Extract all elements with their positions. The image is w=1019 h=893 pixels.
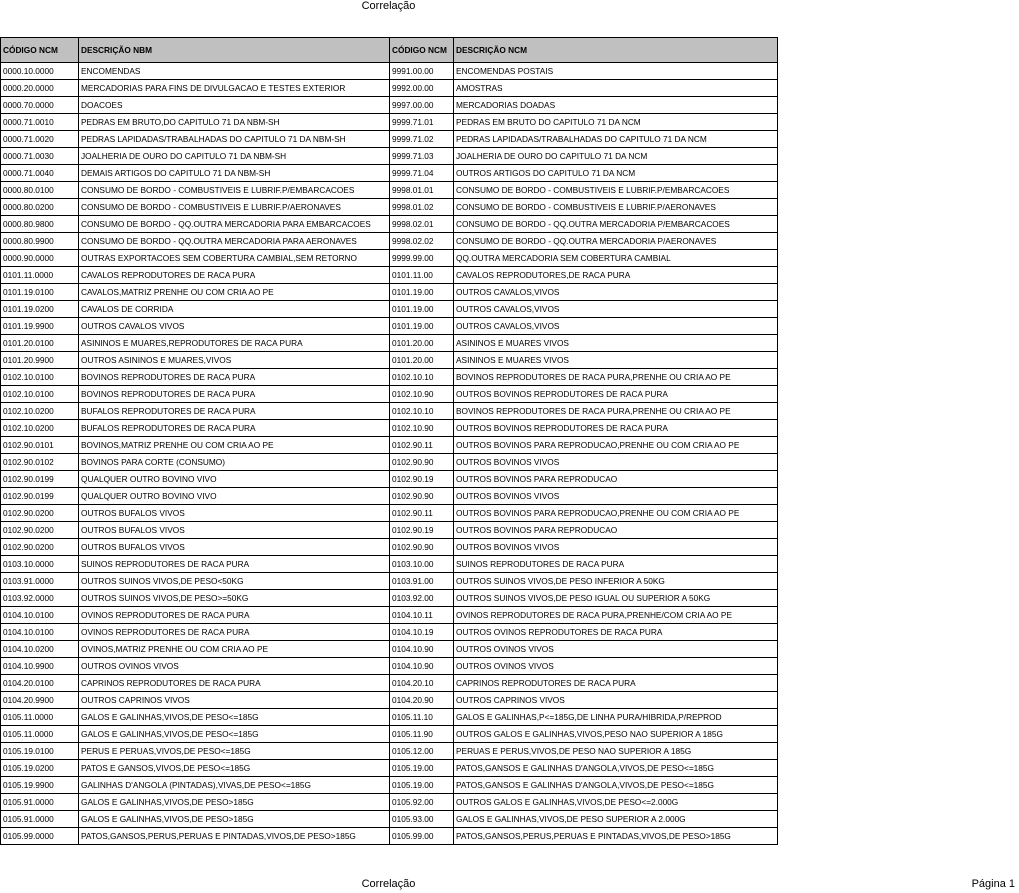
nbm-description-cell: CONSUMO DE BORDO - QQ.OUTRA MERCADORIA PARA AERONAVES [79, 233, 390, 250]
ncm-code-cell: 0102.10.10 [390, 403, 454, 420]
ncm-code-cell: 0104.20.90 [390, 692, 454, 709]
ncm-description-cell: GALOS E GALINHAS,VIVOS,DE PESO SUPERIOR A 2.000G [454, 811, 778, 828]
nbm-description-cell: OVINOS REPRODUTORES DE RACA PURA [79, 607, 390, 624]
ncm-description-cell: AMOSTRAS [454, 80, 778, 97]
ncm-description-cell: BOVINOS REPRODUTORES DE RACA PURA,PRENHE OU CRIA AO PE [454, 403, 778, 420]
nbm-description-cell: ASININOS E MUARES,REPRODUTORES DE RACA PURA [79, 335, 390, 352]
nbm-description-cell: GALOS E GALINHAS,VIVOS,DE PESO<=185G [79, 726, 390, 743]
column-header: DESCRIÇÃO NCM [454, 38, 778, 63]
ncm-code-cell: 0102.90.90 [390, 488, 454, 505]
ncm-code-cell: 0102.90.0199 [1, 488, 79, 505]
table-row [1, 318, 778, 335]
ncm-description-cell: OUTROS BOVINOS PARA REPRODUCAO,PRENHE OU COM CRIA AO PE [454, 505, 778, 522]
ncm-code-cell: 0105.11.90 [390, 726, 454, 743]
table-row [1, 539, 778, 556]
nbm-description-cell: SUINOS REPRODUTORES DE RACA PURA [79, 556, 390, 573]
ncm-description-cell: OUTROS CAVALOS,VIVOS [454, 301, 778, 318]
ncm-code-cell: 0104.10.0200 [1, 641, 79, 658]
nbm-description-cell: ENCOMENDAS [79, 63, 390, 80]
ncm-description-cell: OUTROS CAVALOS,VIVOS [454, 284, 778, 301]
ncm-code-cell: 9999.71.02 [390, 131, 454, 148]
nbm-description-cell: BOVINOS PARA CORTE (CONSUMO) [79, 454, 390, 471]
nbm-description-cell: OUTROS BUFALOS VIVOS [79, 522, 390, 539]
ncm-code-cell: 0104.10.19 [390, 624, 454, 641]
ncm-code-cell: 0104.20.9900 [1, 692, 79, 709]
ncm-code-cell: 0000.80.9800 [1, 216, 79, 233]
ncm-code-cell: 0102.90.0199 [1, 471, 79, 488]
column-header: CÓDIGO NCM [390, 38, 454, 63]
ncm-code-cell: 0101.11.0000 [1, 267, 79, 284]
ncm-code-cell: 0104.10.0100 [1, 624, 79, 641]
ncm-description-cell: OUTROS BOVINOS REPRODUTORES DE RACA PURA [454, 420, 778, 437]
ncm-code-cell: 0103.91.00 [390, 573, 454, 590]
ncm-description-cell: OVINOS REPRODUTORES DE RACA PURA,PRENHE/COM CRIA AO PE [454, 607, 778, 624]
table-row [1, 148, 778, 165]
table-row [1, 335, 778, 352]
nbm-description-cell: PEDRAS EM BRUTO,DO CAPITULO 71 DA NBM-SH [79, 114, 390, 131]
ncm-code-cell: 9997.00.00 [390, 97, 454, 114]
ncm-code-cell: 0000.71.0030 [1, 148, 79, 165]
nbm-description-cell: BUFALOS REPRODUTORES DE RACA PURA [79, 403, 390, 420]
nbm-description-cell: MERCADORIAS PARA FINS DE DIVULGACAO E TESTES EXTERIOR [79, 80, 390, 97]
ncm-code-cell: 0102.10.90 [390, 420, 454, 437]
nbm-description-cell: DEMAIS ARTIGOS DO CAPITULO 71 DA NBM-SH [79, 165, 390, 182]
ncm-code-cell: 0000.70.0000 [1, 97, 79, 114]
ncm-description-cell: ASININOS E MUARES VIVOS [454, 335, 778, 352]
table-header-row [1, 38, 778, 63]
table-row [1, 760, 778, 777]
ncm-code-cell: 0102.10.0200 [1, 403, 79, 420]
table-row [1, 454, 778, 471]
ncm-description-cell: OUTROS OVINOS VIVOS [454, 641, 778, 658]
table-row [1, 233, 778, 250]
nbm-description-cell: CAVALOS REPRODUTORES DE RACA PURA [79, 267, 390, 284]
ncm-code-cell: 0105.99.00 [390, 828, 454, 845]
ncm-code-cell: 9999.71.01 [390, 114, 454, 131]
nbm-description-cell: QUALQUER OUTRO BOVINO VIVO [79, 471, 390, 488]
ncm-code-cell: 0000.80.0100 [1, 182, 79, 199]
ncm-code-cell: 0000.10.0000 [1, 63, 79, 80]
nbm-description-cell: DOACOES [79, 97, 390, 114]
ncm-description-cell: MERCADORIAS DOADAS [454, 97, 778, 114]
ncm-description-cell: PEDRAS EM BRUTO DO CAPITULO 71 DA NCM [454, 114, 778, 131]
table-row [1, 743, 778, 760]
nbm-description-cell: OUTROS OVINOS VIVOS [79, 658, 390, 675]
nbm-description-cell: BOVINOS REPRODUTORES DE RACA PURA [79, 369, 390, 386]
ncm-description-cell: OUTROS BOVINOS PARA REPRODUCAO [454, 471, 778, 488]
nbm-description-cell: PATOS E GANSOS,VIVOS,DE PESO<=185G [79, 760, 390, 777]
ncm-code-cell: 0104.10.90 [390, 658, 454, 675]
ncm-code-cell: 9999.99.00 [390, 250, 454, 267]
table-row [1, 590, 778, 607]
table-row [1, 624, 778, 641]
ncm-code-cell: 0000.71.0040 [1, 165, 79, 182]
ncm-code-cell: 0000.71.0010 [1, 114, 79, 131]
table-row [1, 267, 778, 284]
ncm-code-cell: 0105.92.00 [390, 794, 454, 811]
table-row [1, 386, 778, 403]
table-row [1, 641, 778, 658]
nbm-description-cell: OUTROS CAPRINOS VIVOS [79, 692, 390, 709]
ncm-description-cell: CAVALOS REPRODUTORES,DE RACA PURA [454, 267, 778, 284]
ncm-code-cell: 0102.10.90 [390, 386, 454, 403]
ncm-description-cell: SUINOS REPRODUTORES DE RACA PURA [454, 556, 778, 573]
table-row [1, 573, 778, 590]
ncm-description-cell: OUTROS BOVINOS VIVOS [454, 539, 778, 556]
ncm-description-cell: ASININOS E MUARES VIVOS [454, 352, 778, 369]
ncm-description-cell: CAPRINOS REPRODUTORES DE RACA PURA [454, 675, 778, 692]
column-header: DESCRIÇÃO NBM [79, 38, 390, 63]
ncm-code-cell: 0103.10.0000 [1, 556, 79, 573]
ncm-code-cell: 0104.20.10 [390, 675, 454, 692]
nbm-description-cell: PERUS E PERUAS,VIVOS,DE PESO<=185G [79, 743, 390, 760]
ncm-code-cell: 9999.71.03 [390, 148, 454, 165]
ncm-code-cell: 0102.90.0102 [1, 454, 79, 471]
ncm-code-cell: 9998.02.02 [390, 233, 454, 250]
page-title: Correlação [361, 0, 416, 12]
table-row [1, 216, 778, 233]
nbm-description-cell: CAPRINOS REPRODUTORES DE RACA PURA [79, 675, 390, 692]
ncm-description-cell: OUTROS OVINOS VIVOS [454, 658, 778, 675]
ncm-description-cell: OUTROS CAPRINOS VIVOS [454, 692, 778, 709]
ncm-code-cell: 0101.11.00 [390, 267, 454, 284]
ncm-description-cell: OUTROS GALOS E GALINHAS,VIVOS,DE PESO<=2.000G [454, 794, 778, 811]
ncm-code-cell: 0000.20.0000 [1, 80, 79, 97]
table-row [1, 63, 778, 80]
ncm-code-cell: 0101.19.00 [390, 318, 454, 335]
nbm-description-cell: QUALQUER OUTRO BOVINO VIVO [79, 488, 390, 505]
ncm-code-cell: 0102.90.19 [390, 471, 454, 488]
table-row [1, 284, 778, 301]
table-row [1, 522, 778, 539]
ncm-code-cell: 0101.19.00 [390, 284, 454, 301]
ncm-code-cell: 0105.19.9900 [1, 777, 79, 794]
page-number: Página 1 [971, 878, 1015, 890]
ncm-code-cell: 0104.10.90 [390, 641, 454, 658]
table-row [1, 420, 778, 437]
table-row [1, 97, 778, 114]
nbm-description-cell: BOVINOS,MATRIZ PRENHE OU COM CRIA AO PE [79, 437, 390, 454]
ncm-description-cell: OUTROS GALOS E GALINHAS,VIVOS,PESO NAO SUPERIOR A 185G [454, 726, 778, 743]
table-row [1, 437, 778, 454]
ncm-code-cell: 0000.90.0000 [1, 250, 79, 267]
ncm-code-cell: 0105.11.10 [390, 709, 454, 726]
ncm-code-cell: 0102.90.11 [390, 505, 454, 522]
ncm-code-cell: 0105.91.0000 [1, 811, 79, 828]
ncm-description-cell: PATOS,GANSOS E GALINHAS D'ANGOLA,VIVOS,DE PESO<=185G [454, 777, 778, 794]
table-row [1, 556, 778, 573]
ncm-code-cell: 0102.90.0200 [1, 505, 79, 522]
ncm-description-cell: ENCOMENDAS POSTAIS [454, 63, 778, 80]
ncm-description-cell: OUTROS BOVINOS VIVOS [454, 454, 778, 471]
ncm-code-cell: 0000.80.9900 [1, 233, 79, 250]
ncm-description-cell: CONSUMO DE BORDO - QQ.OUTRA MERCADORIA P/AERONAVES [454, 233, 778, 250]
ncm-description-cell: OUTROS OVINOS REPRODUTORES DE RACA PURA [454, 624, 778, 641]
ncm-code-cell: 0102.90.90 [390, 454, 454, 471]
nbm-description-cell: CONSUMO DE BORDO - COMBUSTIVEIS E LUBRIF.P/EMBARCACOES [79, 182, 390, 199]
ncm-code-cell: 0102.90.0200 [1, 522, 79, 539]
table-row [1, 607, 778, 624]
ncm-description-cell: OUTROS CAVALOS,VIVOS [454, 318, 778, 335]
ncm-code-cell: 9992.00.00 [390, 80, 454, 97]
ncm-code-cell: 9998.01.02 [390, 199, 454, 216]
table-row [1, 199, 778, 216]
ncm-code-cell: 0102.10.0100 [1, 369, 79, 386]
ncm-code-cell: 9991.00.00 [390, 63, 454, 80]
ncm-description-cell: OUTROS SUINOS VIVOS,DE PESO IGUAL OU SUPERIOR A 50KG [454, 590, 778, 607]
table-row [1, 488, 778, 505]
ncm-code-cell: 0000.80.0200 [1, 199, 79, 216]
table-row [1, 675, 778, 692]
ncm-description-cell: PATOS,GANSOS,PERUS,PERUAS E PINTADAS,VIVOS,DE PESO>185G [454, 828, 778, 845]
table-row [1, 250, 778, 267]
nbm-description-cell: PEDRAS LAPIDADAS/TRABALHADAS DO CAPITULO 71 DA NBM-SH [79, 131, 390, 148]
nbm-description-cell: PATOS,GANSOS,PERUS,PERUAS E PINTADAS,VIVOS,DE PESO>185G [79, 828, 390, 845]
nbm-description-cell: GALOS E GALINHAS,VIVOS,DE PESO>185G [79, 794, 390, 811]
nbm-description-cell: JOALHERIA DE OURO DO CAPITULO 71 DA NBM-SH [79, 148, 390, 165]
correlation-table [0, 37, 778, 845]
ncm-code-cell: 0103.92.0000 [1, 590, 79, 607]
ncm-description-cell: OUTROS BOVINOS REPRODUTORES DE RACA PURA [454, 386, 778, 403]
nbm-description-cell: GALOS E GALINHAS,VIVOS,DE PESO<=185G [79, 709, 390, 726]
ncm-description-cell: OUTROS BOVINOS VIVOS [454, 488, 778, 505]
ncm-description-cell: CONSUMO DE BORDO - COMBUSTIVEIS E LUBRIF.P/AERONAVES [454, 199, 778, 216]
ncm-description-cell: JOALHERIA DE OURO DO CAPITULO 71 DA NCM [454, 148, 778, 165]
ncm-description-cell: OUTROS SUINOS VIVOS,DE PESO INFERIOR A 50KG [454, 573, 778, 590]
ncm-description-cell: CONSUMO DE BORDO - COMBUSTIVEIS E LUBRIF.P/EMBARCACOES [454, 182, 778, 199]
nbm-description-cell: OUTRAS EXPORTACOES SEM COBERTURA CAMBIAL,SEM RETORNO [79, 250, 390, 267]
ncm-code-cell: 0000.71.0020 [1, 131, 79, 148]
ncm-code-cell: 0105.11.0000 [1, 726, 79, 743]
ncm-description-cell: QQ.OUTRA MERCADORIA SEM COBERTURA CAMBIAL [454, 250, 778, 267]
nbm-description-cell: CONSUMO DE BORDO - QQ.OUTRA MERCADORIA PARA EMBARCACOES [79, 216, 390, 233]
ncm-code-cell: 0101.20.00 [390, 352, 454, 369]
ncm-code-cell: 0103.10.00 [390, 556, 454, 573]
table-row [1, 471, 778, 488]
nbm-description-cell: OVINOS,MATRIZ PRENHE OU COM CRIA AO PE [79, 641, 390, 658]
nbm-description-cell: BUFALOS REPRODUTORES DE RACA PURA [79, 420, 390, 437]
ncm-code-cell: 9998.01.01 [390, 182, 454, 199]
table-row [1, 403, 778, 420]
table-row [1, 505, 778, 522]
ncm-code-cell: 0105.19.0100 [1, 743, 79, 760]
footer-title: Correlação [361, 878, 416, 890]
ncm-code-cell: 0102.10.0100 [1, 386, 79, 403]
nbm-description-cell: CAVALOS DE CORRIDA [79, 301, 390, 318]
table-body [1, 63, 778, 845]
ncm-code-cell: 0105.19.0200 [1, 760, 79, 777]
ncm-description-cell: BOVINOS REPRODUTORES DE RACA PURA,PRENHE OU CRIA AO PE [454, 369, 778, 386]
ncm-code-cell: 0102.90.0101 [1, 437, 79, 454]
ncm-code-cell: 0101.20.0100 [1, 335, 79, 352]
table-row [1, 182, 778, 199]
table-row [1, 80, 778, 97]
nbm-description-cell: CONSUMO DE BORDO - COMBUSTIVEIS E LUBRIF.P/AERONAVES [79, 199, 390, 216]
ncm-code-cell: 0105.93.00 [390, 811, 454, 828]
table-row [1, 131, 778, 148]
nbm-description-cell: OUTROS SUINOS VIVOS,DE PESO<50KG [79, 573, 390, 590]
nbm-description-cell: BOVINOS REPRODUTORES DE RACA PURA [79, 386, 390, 403]
ncm-code-cell: 0102.10.10 [390, 369, 454, 386]
ncm-code-cell: 0101.19.0200 [1, 301, 79, 318]
ncm-code-cell: 0103.91.0000 [1, 573, 79, 590]
ncm-description-cell: OUTROS ARTIGOS DO CAPITULO 71 DA NCM [454, 165, 778, 182]
table-row [1, 369, 778, 386]
ncm-code-cell: 0103.92.00 [390, 590, 454, 607]
ncm-code-cell: 0105.12.00 [390, 743, 454, 760]
nbm-description-cell: GALINHAS D'ANGOLA (PINTADAS),VIVAS,DE PESO<=185G [79, 777, 390, 794]
ncm-code-cell: 0101.20.00 [390, 335, 454, 352]
ncm-code-cell: 0105.11.0000 [1, 709, 79, 726]
ncm-code-cell: 0101.19.00 [390, 301, 454, 318]
ncm-description-cell: CONSUMO DE BORDO - QQ.OUTRA MERCADORIA P/EMBARCACOES [454, 216, 778, 233]
ncm-code-cell: 0101.20.9900 [1, 352, 79, 369]
ncm-description-cell: OUTROS BOVINOS PARA REPRODUCAO [454, 522, 778, 539]
table-row [1, 114, 778, 131]
nbm-description-cell: OVINOS REPRODUTORES DE RACA PURA [79, 624, 390, 641]
table-row [1, 794, 778, 811]
table-row [1, 828, 778, 845]
table-row [1, 709, 778, 726]
ncm-description-cell: PERUAS E PERUS,VIVOS,DE PESO NAO SUPERIOR A 185G [454, 743, 778, 760]
table-row [1, 352, 778, 369]
ncm-description-cell: OUTROS BOVINOS PARA REPRODUCAO,PRENHE OU COM CRIA AO PE [454, 437, 778, 454]
table-row [1, 165, 778, 182]
ncm-code-cell: 9999.71.04 [390, 165, 454, 182]
ncm-code-cell: 0104.10.0100 [1, 607, 79, 624]
ncm-code-cell: 0101.19.9900 [1, 318, 79, 335]
table-row [1, 726, 778, 743]
ncm-code-cell: 0102.90.11 [390, 437, 454, 454]
table-row [1, 777, 778, 794]
table-row [1, 811, 778, 828]
ncm-code-cell: 0102.90.90 [390, 539, 454, 556]
ncm-code-cell: 0104.10.11 [390, 607, 454, 624]
ncm-description-cell: GALOS E GALINHAS,P<=185G,DE LINHA PURA/HIBRIDA,P/REPROD [454, 709, 778, 726]
nbm-description-cell: CAVALOS,MATRIZ PRENHE OU COM CRIA AO PE [79, 284, 390, 301]
ncm-code-cell: 9998.02.01 [390, 216, 454, 233]
nbm-description-cell: OUTROS BUFALOS VIVOS [79, 505, 390, 522]
ncm-code-cell: 0102.90.0200 [1, 539, 79, 556]
column-header: CÓDIGO NCM [1, 38, 79, 63]
ncm-code-cell: 0104.10.9900 [1, 658, 79, 675]
table-row [1, 692, 778, 709]
nbm-description-cell: OUTROS ASININOS E MUARES,VIVOS [79, 352, 390, 369]
ncm-code-cell: 0102.90.19 [390, 522, 454, 539]
ncm-code-cell: 0105.19.00 [390, 777, 454, 794]
table-row [1, 658, 778, 675]
ncm-code-cell: 0105.99.0000 [1, 828, 79, 845]
ncm-description-cell: PATOS,GANSOS E GALINHAS D'ANGOLA,VIVOS,DE PESO<=185G [454, 760, 778, 777]
nbm-description-cell: GALOS E GALINHAS,VIVOS,DE PESO>185G [79, 811, 390, 828]
ncm-code-cell: 0105.91.0000 [1, 794, 79, 811]
nbm-description-cell: OUTROS SUINOS VIVOS,DE PESO>=50KG [79, 590, 390, 607]
ncm-code-cell: 0104.20.0100 [1, 675, 79, 692]
ncm-code-cell: 0101.19.0100 [1, 284, 79, 301]
table-row [1, 301, 778, 318]
nbm-description-cell: OUTROS BUFALOS VIVOS [79, 539, 390, 556]
ncm-code-cell: 0105.19.00 [390, 760, 454, 777]
ncm-code-cell: 0102.10.0200 [1, 420, 79, 437]
ncm-description-cell: PEDRAS LAPIDADAS/TRABALHADAS DO CAPITULO 71 DA NCM [454, 131, 778, 148]
nbm-description-cell: OUTROS CAVALOS VIVOS [79, 318, 390, 335]
